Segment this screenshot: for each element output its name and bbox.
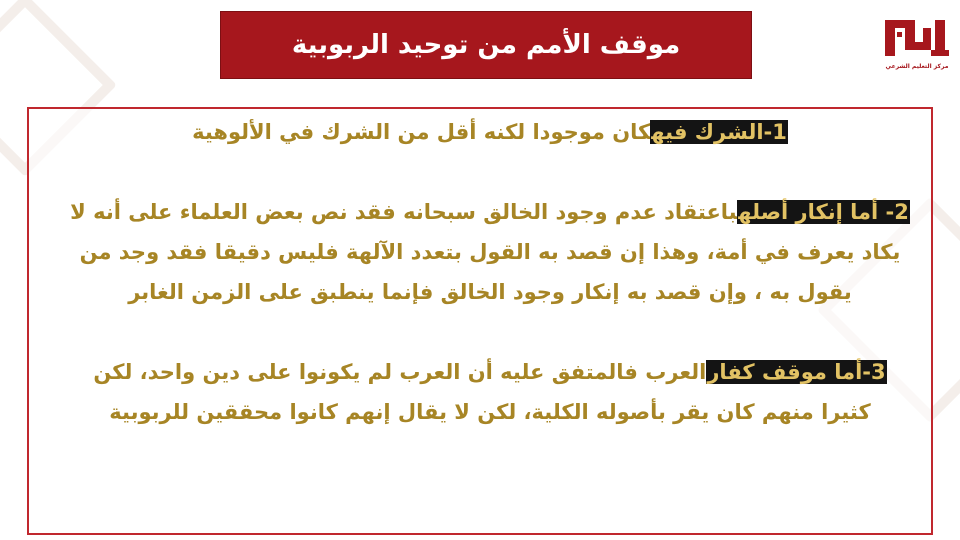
point-3-highlight: 3-أما موقف كفار <box>707 360 886 384</box>
spacer <box>69 312 911 352</box>
point-1-highlight: 1-الشرك فيه <box>651 120 787 144</box>
point-1 <box>69 112 911 152</box>
point-2 <box>69 192 911 312</box>
point-2-text: باعتقاد عدم وجود الخالق سبحانه فقد نص بعض العلماء على أنه لا يكاد يعرف في أمة، وهذا إن قصد به القول بتعدد الآلهة فليس دقيقا فقد وجد من يقول به ، وإن قصد به إنكار وجود الخالق فإنما ينطبق على الزمن الغابر <box>70 200 901 304</box>
point-1-text: كان موجودا لكنه أقل من الشرك في الألوهية <box>192 120 651 144</box>
point-2-highlight: 2- أما إنكار أصله <box>738 200 909 224</box>
logo-icon <box>883 14 951 62</box>
content-text <box>69 112 911 432</box>
slide-title-bar <box>220 11 752 79</box>
point-3-text: العرب فالمتفق عليه أن العرب لم يكونوا على دين واحد، لكن كثيرا منهم كان يقر بأصوله الكلية، لكن لا يقال إنهم كانوا محققين للربوبية <box>93 360 871 424</box>
point-3 <box>69 352 911 432</box>
logo-subtitle: مركز التعليم الشرعي <box>885 63 949 70</box>
slide-title: موقف الأمم من توحيد الربوبية <box>291 30 681 60</box>
spacer <box>69 152 911 192</box>
logo <box>880 14 954 84</box>
content-frame <box>27 107 933 535</box>
